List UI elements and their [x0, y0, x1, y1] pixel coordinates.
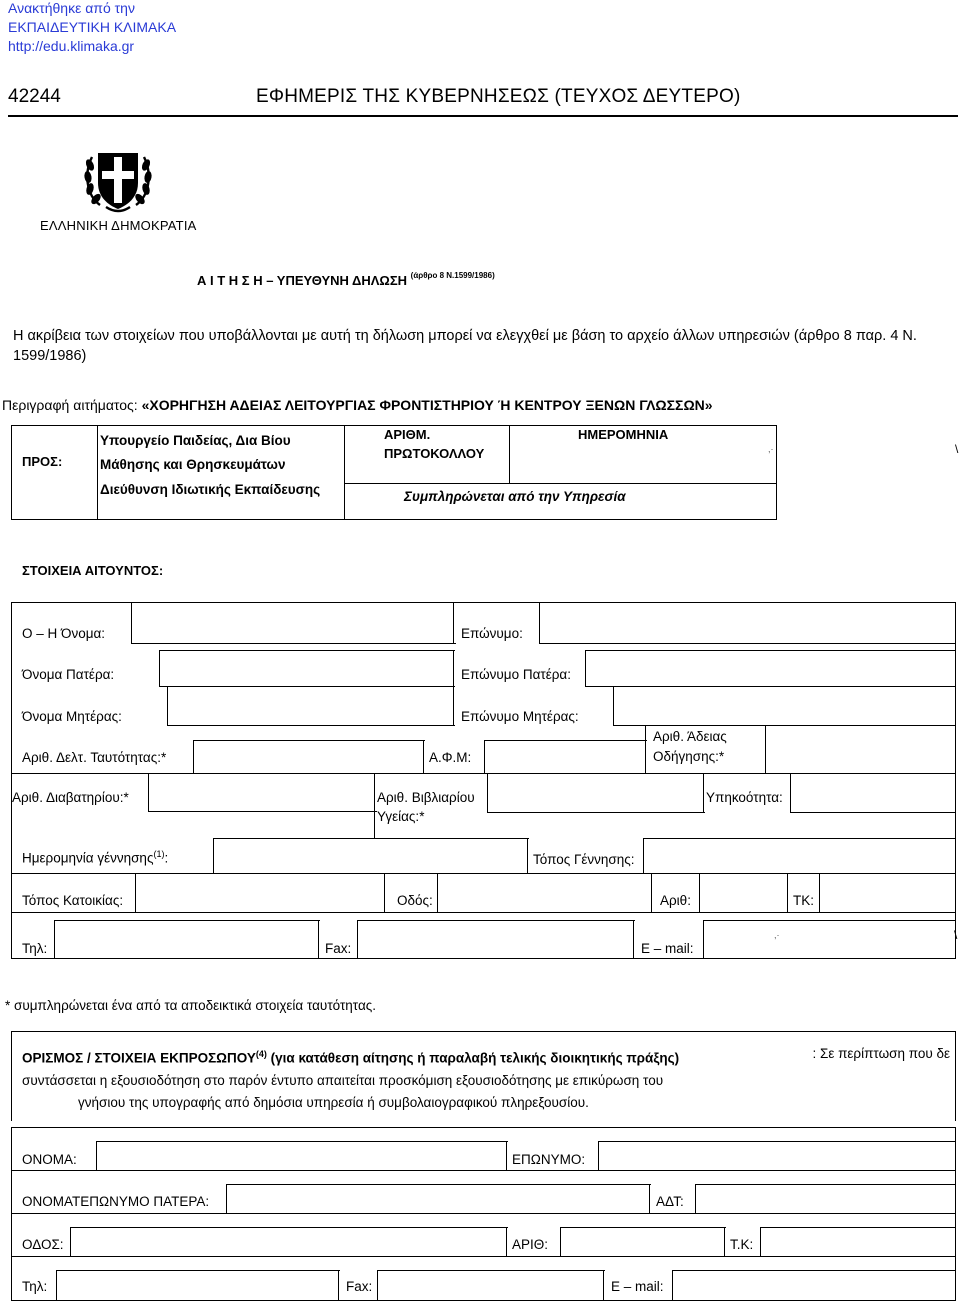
cell-divider [453, 650, 454, 686]
cell-divider [437, 873, 438, 913]
rep-box-top [11, 1031, 956, 1032]
cell-line [159, 686, 455, 687]
cell-divider [338, 1270, 339, 1301]
to-box-top [11, 425, 777, 426]
scan-mark: \ [955, 442, 959, 456]
cell-divider [70, 1227, 71, 1257]
field-street[interactable]: Οδός: [397, 893, 433, 908]
cell-divider [506, 1227, 507, 1257]
cell-divider [318, 920, 319, 959]
cell-line [539, 643, 956, 644]
cell-line [96, 1141, 508, 1142]
gazette-title: ΕΦΗΜΕΡΙΣ ΤΗΣ ΚΥΒΕΡΝΗΣΕΩΣ (ΤΕΥΧΟΣ ΔΕΥΤΕΡΟ) [256, 86, 741, 107]
field-phone[interactable]: Τηλ: [22, 941, 48, 956]
field-tax-number[interactable]: Α.Φ.Μ: [429, 750, 472, 765]
applicant-table-right [955, 602, 956, 959]
cell-divider [54, 920, 55, 959]
applicant-table-left [11, 602, 12, 959]
cell-line [54, 920, 320, 921]
cell-divider [603, 1270, 604, 1301]
scan-mark: \ [954, 928, 958, 942]
page-number: 42244 [8, 86, 61, 107]
cell-divider [213, 838, 214, 874]
applicant-section-title: ΣΤΟΙΧΕΙΑ ΑΙΤΟΥΝΤΟΣ: [22, 563, 164, 578]
cell-line [695, 1184, 956, 1185]
cell-divider [384, 873, 385, 913]
identity-footnote: * συμπληρώνεται ένα από τα αποδεικτικά στοιχεία ταυτότητας. [5, 998, 377, 1013]
cell-divider [819, 873, 820, 913]
cell-divider [131, 602, 132, 644]
cell-divider [651, 873, 652, 913]
request-text: «ΧΟΡΗΓΗΣΗ ΑΔΕΙΑΣ ΛΕΙΤΟΥΡΓΙΑΣ ΦΡΟΝΤΙΣΤΗΡΙΟΥ Ή ΚΕΝΤΡΟΥ ΞΕΝΩΝ ΓΛΩΣΣΩΝ» [141, 397, 713, 413]
cell-line [672, 1270, 956, 1271]
rep-table-right [955, 1127, 956, 1301]
cell-divider [357, 920, 358, 959]
cell-line [487, 812, 705, 813]
cell-line [11, 912, 956, 913]
cell-line [703, 920, 956, 921]
field-mother-surname[interactable]: Επώνυμο Μητέρας: [461, 709, 579, 724]
representative-notice [22, 1043, 950, 1114]
date-label: ΗΜΕΡΟΜΗΝΙΑ [578, 427, 669, 442]
recipient-directorate: Διεύθυνση Ιδιωτικής Εκπαίδευσης [100, 482, 321, 497]
cell-line [11, 1213, 956, 1214]
cell-divider [159, 650, 160, 686]
cell-line [11, 1170, 956, 1171]
rep-table-top [11, 1127, 956, 1128]
recipient-ministry-2: Μάθησης και Θρησκευμάτων [100, 457, 286, 472]
to-box-divider-3 [509, 425, 510, 483]
law-reference: (άρθρο 8 Ν.1599/1986) [410, 271, 495, 280]
birth-date-colon: : [164, 850, 169, 866]
rep-title-b: (για κατάθεση αίτησης ή παραλαβή τελικής διοικητικής πράξης) [266, 1050, 680, 1066]
header-rule [8, 115, 958, 117]
rep-text-line-1: : Σε περίπτωση που δε [812, 1046, 950, 1061]
field-license-2: Οδήγησης:* [653, 749, 725, 764]
field-surname[interactable]: Επώνυμο: [461, 626, 523, 641]
rep-field-number[interactable]: ΑΡΙΘ: [512, 1237, 549, 1252]
cell-line [56, 1270, 340, 1271]
cell-line [790, 812, 956, 813]
field-passport[interactable]: Αριθ. Διαβατηρίου:* [12, 790, 129, 805]
field-residence[interactable]: Τόπος Κατοικίας: [22, 893, 124, 908]
cell-line [484, 740, 647, 741]
cell-line [226, 1184, 651, 1185]
cell-divider [96, 1141, 97, 1171]
cell-divider [423, 740, 424, 774]
footnote-ref-4: (4) [255, 1049, 267, 1059]
to-box-right [776, 425, 777, 520]
field-id-number[interactable]: Αριθ. Δελτ. Ταυτότητας:* [22, 750, 167, 765]
to-label: ΠΡΟΣ: [22, 454, 63, 469]
cell-divider [506, 1141, 507, 1171]
cell-divider [539, 602, 540, 644]
cell-divider [765, 725, 766, 774]
rep-field-name[interactable]: ΟΝΟΜΑ: [22, 1152, 77, 1167]
rep-field-id[interactable]: ΑΔΤ: [656, 1194, 684, 1209]
field-fax[interactable]: Fax: [325, 941, 352, 956]
cell-divider [643, 838, 644, 874]
source-line-2: ΕΚΠΑΙΔΕΥΤΙΚΗ ΚΛΙΜΑΚΑ [8, 19, 177, 35]
cell-divider [226, 1184, 227, 1214]
rep-field-postal[interactable]: Τ.Κ: [730, 1237, 754, 1252]
rep-field-fax[interactable]: Fax: [346, 1279, 373, 1294]
field-birth-place[interactable]: Τόπος Γέννησης: [533, 852, 635, 867]
field-father-name[interactable]: Όνομα Πατέρα: [22, 667, 115, 682]
recipient-ministry-1: Υπουργείο Παιδείας, Δια Βίου [100, 433, 291, 448]
cell-line [760, 1227, 956, 1228]
field-mother-name[interactable]: Όνομα Μητέρας: [22, 709, 122, 724]
cell-line [613, 725, 956, 726]
source-link[interactable]: http://edu.klimaka.gr [8, 38, 135, 54]
cell-line [159, 650, 455, 651]
cell-line [213, 838, 529, 839]
cell-line [70, 1227, 508, 1228]
request-description [2, 397, 713, 413]
cell-line [193, 740, 425, 741]
field-health-book-1[interactable]: Αριθ. Βιβλιαρίου [377, 790, 475, 805]
application-title-text: Α Ι Τ Η Σ Η – ΥΠΕΥΘΥΝΗ ΔΗΛΩΣΗ [197, 273, 408, 288]
footnote-ref-1: (1) [153, 849, 165, 859]
cell-line [585, 650, 956, 651]
cell-line [11, 773, 956, 774]
cell-line [585, 686, 956, 687]
applicant-table-bottom [11, 958, 956, 959]
cell-line [377, 1270, 605, 1271]
to-box-bottom [11, 519, 777, 520]
scan-mark: ,· [768, 444, 774, 454]
rep-text-line-3: γνήσιου της υπογραφής από δημόσια υπηρεσία ή συμβολαιογραφικού πληρεξουσίου. [78, 1094, 589, 1110]
cell-divider [724, 1227, 725, 1257]
field-license-1[interactable]: Αριθ. Άδειας [653, 729, 727, 744]
greek-coat-of-arms-icon [80, 143, 156, 219]
rep-field-father-fullname[interactable]: ΟΝΟΜΑΤΕΠΩΝΥΜΟ ΠΑΤΕΡΑ: [22, 1194, 210, 1209]
cell-divider [703, 920, 704, 959]
rep-field-surname[interactable]: ΕΠΩΝΥΜΟ: [512, 1152, 586, 1167]
to-box-left [11, 425, 12, 520]
cell-line [643, 838, 956, 839]
field-postal-code[interactable]: ΤΚ: [793, 893, 815, 908]
field-email[interactable]: E – mail: [641, 941, 694, 956]
cell-line [148, 811, 377, 812]
field-health-book-2: Υγείας:* [377, 809, 425, 824]
application-title [197, 271, 495, 288]
field-name[interactable]: Ο – Η Όνομα: [22, 626, 106, 641]
cell-line [560, 1227, 726, 1228]
cell-divider [703, 773, 704, 813]
request-label: Περιγραφή αιτήματος: [2, 397, 138, 413]
source-line-1: Ανακτήθηκε από την [8, 0, 135, 16]
cell-line [167, 725, 455, 726]
cell-divider [672, 1270, 673, 1301]
protocol-label-2: ΠΡΩΤΟΚΟΛΛΟΥ [384, 446, 485, 461]
cell-divider [193, 740, 194, 774]
rep-field-email[interactable]: E – mail: [611, 1279, 664, 1294]
field-number[interactable]: Αριθ: [660, 893, 691, 908]
field-father-surname[interactable]: Επώνυμο Πατέρα: [461, 667, 571, 682]
field-citizenship[interactable]: Υπηκοότητα: [706, 790, 783, 805]
cell-divider [527, 838, 528, 874]
rep-field-phone[interactable]: Τηλ: [22, 1279, 48, 1294]
cell-line [598, 1141, 956, 1142]
cell-divider [787, 873, 788, 913]
cell-divider [633, 920, 634, 959]
protocol-label-1: ΑΡΙΘΜ. [384, 427, 431, 442]
rep-table-left [11, 1127, 12, 1301]
cell-divider [645, 725, 646, 774]
cell-divider [598, 1141, 599, 1171]
cell-divider [487, 773, 488, 813]
rep-text-line-2: συντάσσεται η εξουσιοδότηση στο παρόν έντυπο απαιτείται προσκόμιση εξουσιοδότησης με επικύρωση του [22, 1072, 664, 1088]
rep-title-a: ΟΡΙΣΜΟΣ / ΣΤΟΙΧΕΙΑ ΕΚΠΡΟΣΩΠΟΥ [22, 1050, 256, 1066]
cell-divider [560, 1227, 561, 1257]
cell-divider [453, 602, 454, 644]
cell-divider [374, 773, 375, 838]
cell-divider [695, 1184, 696, 1214]
cell-divider [585, 650, 586, 686]
cell-divider [760, 1227, 761, 1257]
cell-line [11, 873, 956, 874]
cell-divider [699, 873, 700, 913]
cell-divider [135, 873, 136, 913]
filled-by-service: Συμπληρώνεται από την Υπηρεσία [404, 489, 626, 504]
cell-divider [453, 686, 454, 726]
to-box-hline [344, 483, 777, 484]
applicant-table-top [11, 602, 956, 603]
accuracy-note: Η ακρίβεια των στοιχείων που υποβάλλονται με αυτή τη δήλωση μπορεί να ελεγχθεί με βάση το αρχείο άλλων υπηρεσιών (άρθρο 8 παρ. 4 Ν. 1599/1986) [13, 328, 917, 364]
to-box-divider-2 [344, 425, 345, 520]
to-box-divider-1 [97, 425, 98, 520]
rep-box-left [11, 1031, 12, 1121]
cell-line [131, 643, 456, 644]
cell-line [11, 1256, 956, 1257]
rep-box-right [955, 1031, 956, 1121]
cell-divider [148, 773, 149, 811]
cell-line [357, 920, 635, 921]
cell-divider [790, 773, 791, 813]
rep-field-street[interactable]: ΟΔΟΣ: [22, 1237, 64, 1252]
birth-date-label: Ημερομηνία γέννησης [22, 850, 154, 866]
state-name: ΕΛΛΗΝΙΚΗ ΔΗΜΟΚΡΑΤΙΑ [40, 218, 197, 233]
cell-divider [56, 1270, 57, 1301]
cell-divider [377, 1270, 378, 1301]
cell-divider [613, 686, 614, 726]
cell-divider [484, 740, 485, 774]
rep-table-bottom [11, 1300, 956, 1301]
cell-divider [167, 686, 168, 726]
cell-divider [649, 1184, 650, 1214]
field-birth-date[interactable] [22, 849, 168, 866]
scan-mark: ,· [774, 930, 780, 940]
